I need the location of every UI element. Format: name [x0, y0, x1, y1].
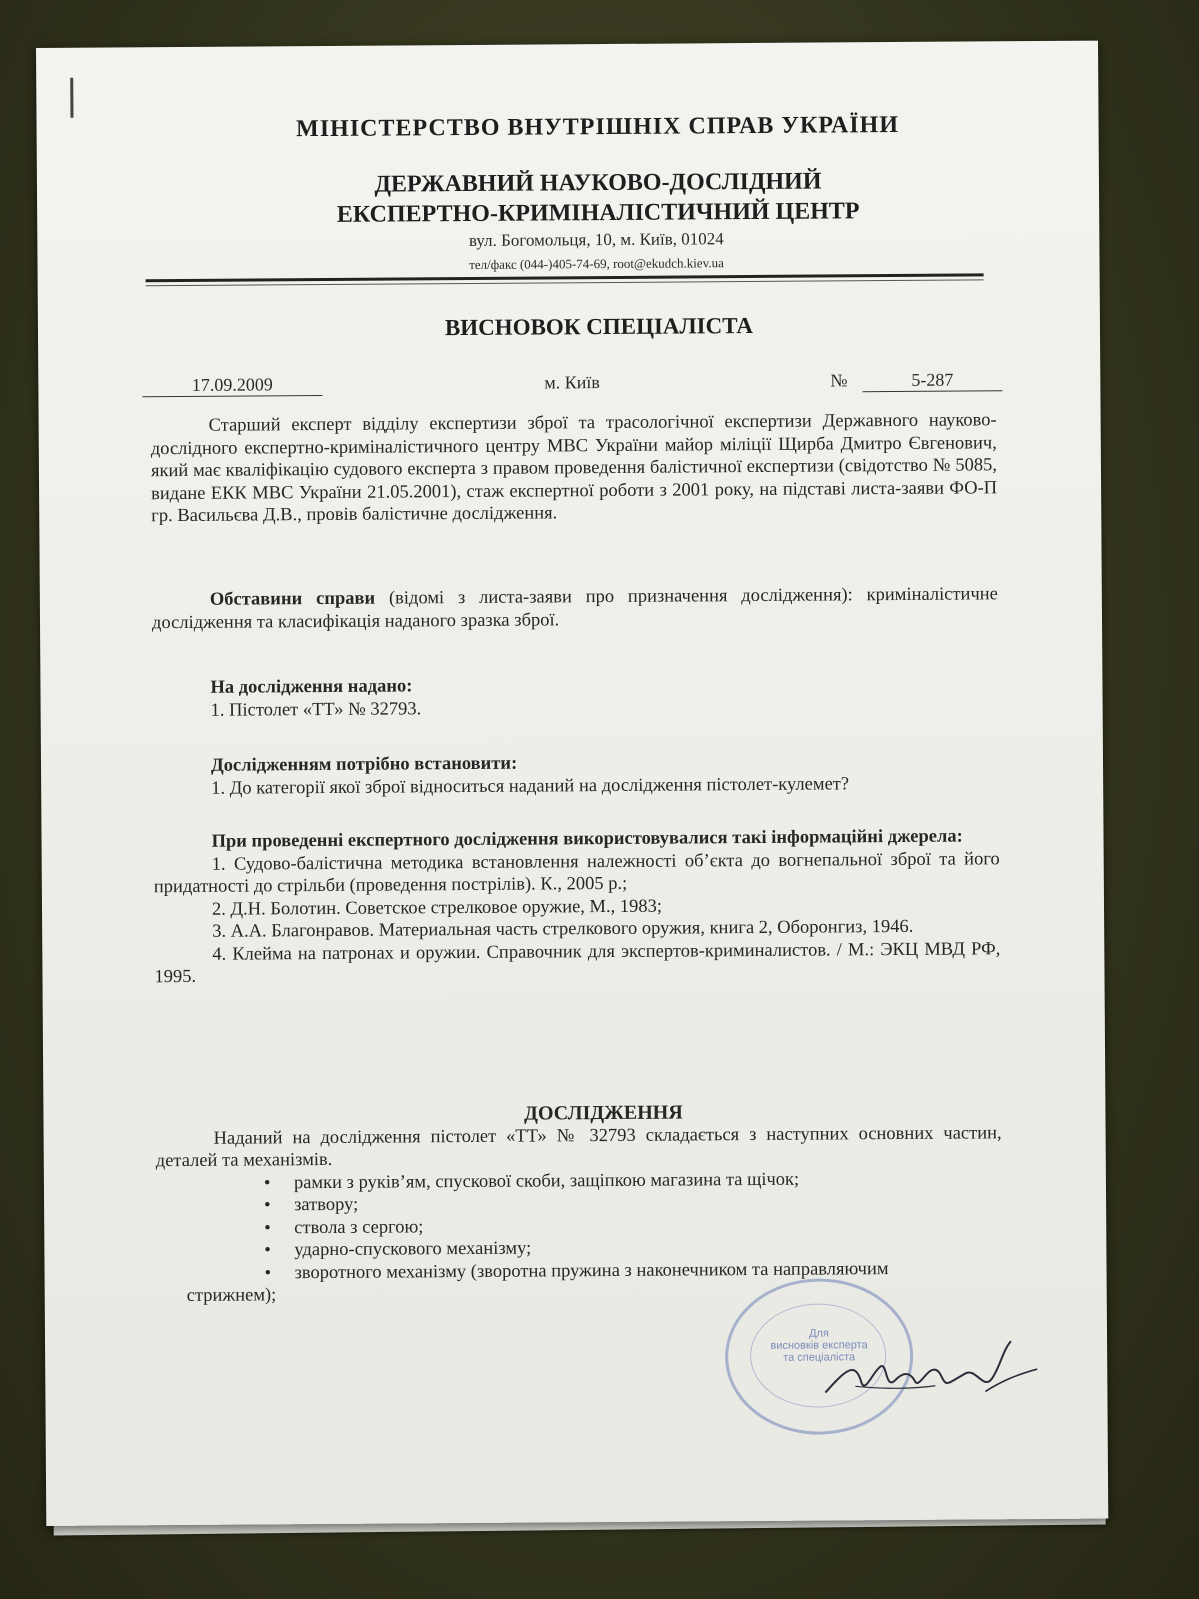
provided-heading: На дослідження надано: — [210, 676, 413, 698]
establish-section — [153, 749, 999, 800]
edge-mark — [70, 78, 73, 118]
center-name-line2: ЕКСПЕРТНО-КРИМІНАЛІСТИЧНИЙ ЦЕНТР — [336, 198, 860, 228]
establish-item: 1. До категорії якої зброї відноситься наданий на дослідження пістолет-кулемет? — [211, 773, 850, 799]
document-city: м. Київ — [544, 372, 600, 393]
stamp-text-line: висновків експерта — [770, 1339, 868, 1352]
source-item: 4. Клейма на патронах и оружии. Справочник для экспертов-криминалистов. / М.: ЭКЦ МВД РФ, 1995. — [154, 938, 1001, 988]
document-number-label: № — [830, 370, 848, 391]
parts-list — [156, 1167, 1003, 1285]
circumstances-label: Обставини справи — [209, 588, 376, 610]
circumstances-body: (відомі з листа-заяви про призначення дослідження): криміналістичне дослідження та класифікація наданого зразка зброї. — [151, 584, 998, 633]
circumstances-text — [152, 583, 998, 634]
document-date: 17.09.2009 — [142, 374, 322, 397]
intro-text: Старший експерт відділу експертизи зброї та трасологічної експертизи Державного науково-дослідного експертно-криміналістичного центру МВС України майор міліції Щирба Дмитро Євгенович, який має кваліфікацію судового експерта з правом проведення балістичної експертизи (свідотство № 5085, видане ЕКК МВС України 21.05.2001), стаж експертної роботи з 2001 року, на підставі листа-заяви ФО-П гр. Васильєва Д.В., провів балістичне дослідження. — [150, 410, 998, 527]
source-item: 2. Д.Н. Болотин. Советское стрелковое оружие, М., 1983; — [211, 896, 663, 920]
research-section — [155, 1099, 1002, 1307]
circumstances-paragraph — [152, 583, 998, 634]
parts-list-item: • затвору; — [264, 1189, 1002, 1217]
source-item: 3. А.А. Благонравов. Материальная часть стрелкового оружия, книга 2, Оборонгиз, 1946. — [212, 916, 914, 942]
establish-heading: Дослідженням потрібно встановити: — [210, 753, 518, 776]
parts-list-item: • зворотного механізму (зворотна пружина з наконечником та направляючим — [264, 1257, 1002, 1285]
stamp-text-line: Для — [809, 1327, 829, 1340]
center-contact: тел/факс (044-)405-74-69, root@ekudch.kiev.ua — [469, 255, 724, 272]
source-item: 1. Судово-балістична методика встановлення належності об’єкта до вогнепальної зброї та його придатності до стрільби (проведення пострілів). К., 2005 р.; — [153, 848, 1000, 898]
sources-section — [153, 825, 1000, 988]
parts-list-item: • рамки з руків’ям, спускової скоби, защіпкою магазина та щічок; — [264, 1167, 1002, 1195]
parts-list-continuation: стрижнем); — [186, 1285, 277, 1306]
intro-paragraph — [151, 409, 998, 527]
provided-section — [152, 671, 998, 722]
document-page — [36, 41, 1108, 1526]
research-title: ДОСЛІДЖЕННЯ — [524, 1101, 683, 1125]
parts-list-item: • ствола з сергою; — [264, 1212, 1002, 1240]
sources-heading: При проведенні експертного дослідження використовувалися такі інформаційні джерела: — [211, 826, 963, 852]
stamp-text-line: та спеціаліста — [783, 1351, 856, 1364]
provided-item: 1. Пістолет «ТТ» № 32793. — [210, 698, 422, 721]
parts-list-item: • ударно-спускового механізму; — [264, 1234, 1002, 1262]
document-number: 5-287 — [862, 369, 1002, 392]
document-title: ВИСНОВОК СПЕЦІАЛІСТА — [444, 313, 754, 341]
signature — [815, 1329, 1046, 1411]
ministry-name: МІНІСТЕРСТВО ВНУТРІШНІХ СПРАВ УКРАЇНИ — [296, 111, 900, 143]
center-name-line1: ДЕРЖАВНИЙ НАУКОВО-ДОСЛІДНИЙ — [374, 168, 822, 198]
center-address: вул. Богомольця, 10, м. Київ, 01024 — [468, 229, 724, 250]
research-intro: Наданий на дослідження пістолет «ТТ» № 32793 складається з наступних основних частин, деталей та механізмів. — [155, 1122, 1002, 1172]
